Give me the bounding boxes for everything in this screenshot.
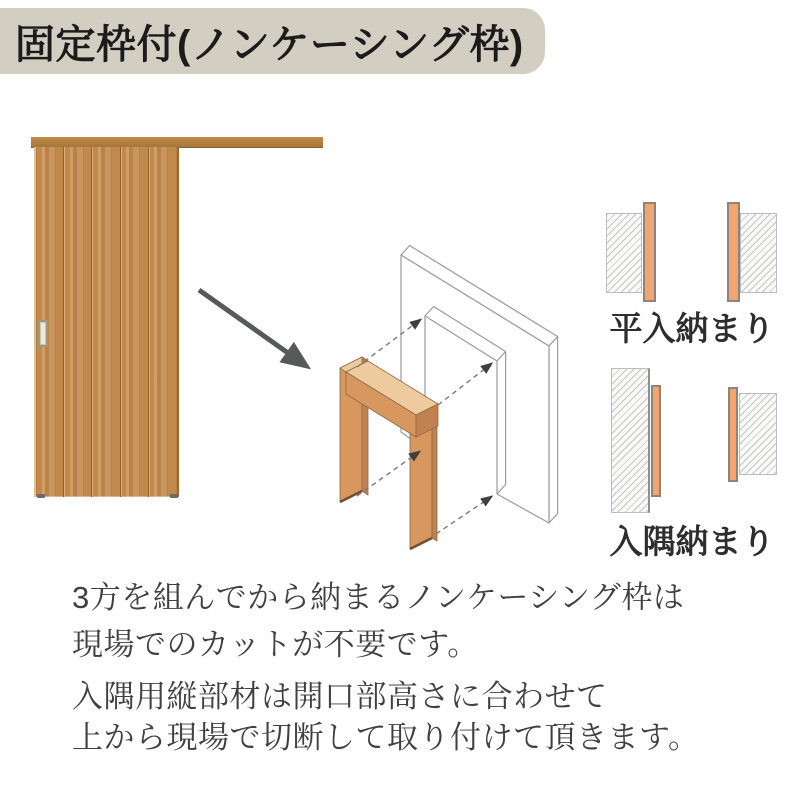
insertion-arrow-icon [199,290,305,365]
wall-hatch [611,368,650,513]
frame-bar [643,202,656,302]
plank-seam [63,147,66,497]
frame-bar [727,202,740,302]
paragraph-line: 上から現場で切断して取り付けて頂きます。 [72,720,700,755]
door-foot [37,494,45,498]
door-panel [34,147,179,497]
page-title: 固定枠付(ノンケーシング枠) [15,22,524,67]
irizumi-label: 入隅納まり [609,523,775,560]
paragraph-irizumi [72,676,700,758]
wall-hatch [739,393,777,475]
frame-bar [651,385,661,497]
door-handle [38,320,48,347]
wall-with-opening [401,246,558,524]
wall-hatch [606,213,642,293]
plank-seam [91,147,94,497]
frame-bar [728,387,738,482]
opening-reveal-lines [425,307,506,495]
dashed-guide-lines [357,320,491,534]
plank-seam [120,147,123,497]
title-banner [0,8,545,74]
paragraph-noncasing [72,574,684,668]
hira-label: 平入納まり [609,310,775,347]
paragraph-line: 3方を組んでから納まるノンケーシング枠は [72,580,685,615]
door-foot [170,494,178,498]
paragraph-line: 現場でのカットが不要です。 [72,627,479,662]
plank-seam [148,147,151,497]
wall-hatch [740,213,777,293]
noncasing-frame [340,357,438,549]
paragraph-line: 入隅用縦部材は開口部高さに合わせて [72,679,608,714]
